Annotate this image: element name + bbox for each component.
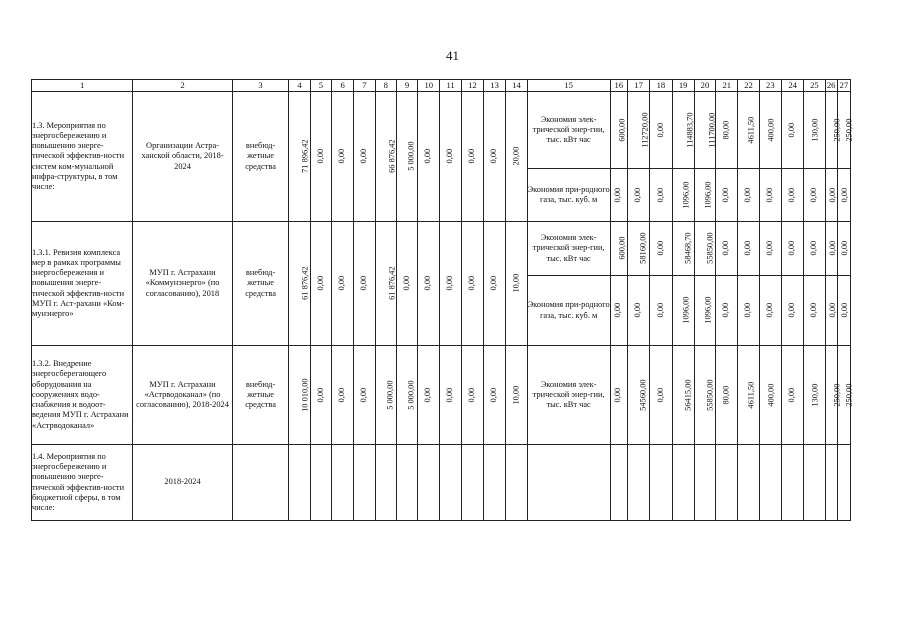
indicator-value: 0,00 — [765, 187, 775, 203]
header-cell: 18 — [650, 80, 672, 92]
indicator-value: 0,00 — [721, 241, 731, 256]
indicator-value: 0,00 — [809, 241, 819, 256]
indicator-value: 0,00 — [655, 241, 665, 256]
indicator-value: 400,00 — [766, 383, 776, 407]
empty-cell — [650, 445, 672, 521]
empty-cell — [396, 445, 417, 521]
table-row — [32, 222, 851, 276]
header-cell: 12 — [461, 80, 483, 92]
indicator-value-cell — [825, 222, 837, 276]
value-text: 0,00 — [423, 276, 433, 291]
indicator-value: 1096,00 — [703, 296, 713, 325]
value-text: 0,00 — [315, 387, 325, 403]
indicator-value-cell — [610, 92, 627, 169]
value-text: 0,00 — [445, 387, 455, 403]
value-cell — [396, 92, 417, 222]
indicator-label-cell: Экономия элек-трической энер-гии, тыс. кВт час — [527, 222, 610, 276]
value-text: 10 010,00 — [301, 378, 311, 412]
value-cell — [310, 346, 331, 445]
indicator-value: 0,00 — [827, 303, 837, 318]
value-cell — [484, 222, 506, 346]
header-cell: 2 — [133, 80, 232, 92]
indicator-value: 0,00 — [655, 303, 665, 318]
empty-cell — [610, 445, 627, 521]
value-text: 0,00 — [359, 149, 369, 164]
value-cell — [289, 346, 310, 445]
indicator-value: 0,00 — [655, 387, 665, 403]
value-cell — [310, 92, 331, 222]
indicator-value-cell — [738, 346, 759, 445]
measure-name-cell: 1.3.2. Внедрение энергосберегающего оборудования на сооружениях водо-снабжения и водоот-ведения МУП г. Астрахани «Астрводоканал» — [32, 346, 133, 445]
indicator-value-cell — [716, 276, 738, 346]
indicator-value: 0,00 — [787, 187, 797, 203]
indicator-value: 0,00 — [633, 303, 643, 318]
empty-cell — [804, 445, 825, 521]
source-cell: внебюд-жетные средства — [232, 222, 289, 346]
value-text: 0,00 — [423, 149, 433, 164]
indicator-value-cell — [781, 276, 803, 346]
value-cell — [440, 222, 461, 346]
indicator-value-cell — [694, 276, 715, 346]
indicator-value: 130,00 — [810, 383, 820, 407]
header-cell: 6 — [332, 80, 354, 92]
value-cell — [375, 346, 396, 445]
empty-cell — [781, 445, 803, 521]
indicator-value-cell — [627, 346, 649, 445]
value-text: 5 000,00 — [406, 380, 416, 410]
indicator-value: 250,00 — [831, 383, 841, 407]
indicator-value: 0,00 — [827, 187, 837, 203]
empty-cell — [354, 445, 375, 521]
indicator-value-cell — [672, 169, 694, 222]
indicator-value: 600,00 — [617, 236, 627, 261]
indicator-value-cell — [672, 346, 694, 445]
header-cell: 23 — [759, 80, 781, 92]
empty-cell — [332, 445, 354, 521]
indicator-value: 80,00 — [721, 385, 731, 405]
value-cell — [506, 92, 527, 222]
indicator-value: 58160,00 — [638, 232, 648, 265]
header-row — [32, 80, 851, 92]
header-cell: 24 — [781, 80, 803, 92]
header-cell: 3 — [232, 80, 289, 92]
indicator-value: 0,00 — [809, 303, 819, 318]
value-cell — [289, 222, 310, 346]
indicator-value-cell — [759, 222, 781, 276]
empty-cell — [418, 445, 440, 521]
value-text: 0,00 — [337, 149, 347, 164]
value-text: 0,00 — [423, 387, 433, 403]
empty-cell — [375, 445, 396, 521]
indicator-value-cell — [716, 92, 738, 169]
empty-cell — [310, 445, 331, 521]
indicator-label-cell: Экономия при-родного газа, тыс. куб. м — [527, 169, 610, 222]
value-cell — [289, 92, 310, 222]
indicator-value: 4611,50 — [746, 116, 756, 144]
indicator-label-cell: Экономия при-родного газа, тыс. куб. м — [527, 276, 610, 346]
value-cell — [354, 346, 375, 445]
measure-name-cell: 1.3. Мероприятия по энергосбережению и повышению энерге-тической эффектив-ности систем ком-мунальной инфра-структуры, в том числе: — [32, 92, 133, 222]
header-cell: 17 — [627, 80, 649, 92]
value-text: 61 876,42 — [387, 266, 397, 301]
header-cell: 13 — [484, 80, 506, 92]
indicator-value-cell — [738, 222, 759, 276]
header-cell: 22 — [738, 80, 759, 92]
indicator-value: 0,00 — [743, 241, 753, 256]
indicator-value-cell — [759, 276, 781, 346]
executor-cell: 2018-2024 — [133, 445, 232, 521]
indicator-value-cell — [610, 222, 627, 276]
indicator-value-cell — [694, 92, 715, 169]
measure-name-cell: 1.4. Мероприятия по энергосбережению и повышению энерге-тической эффектив-ности бюджетной сферы, в том числе: — [32, 445, 133, 521]
empty-cell — [289, 445, 310, 521]
indicator-value: 0,00 — [839, 303, 849, 318]
value-text: 0,00 — [445, 276, 455, 291]
empty-cell — [759, 445, 781, 521]
indicator-value-cell — [759, 92, 781, 169]
value-text: 0,00 — [467, 276, 477, 291]
source-cell: внебюд-жетные средства — [232, 346, 289, 445]
indicator-value-cell — [627, 222, 649, 276]
table-row — [32, 445, 851, 521]
indicator-value: 0,00 — [743, 187, 753, 203]
indicator-value-cell — [825, 169, 837, 222]
indicator-value-cell — [738, 169, 759, 222]
indicator-value: 1096,00 — [703, 181, 713, 209]
indicator-value: 0,00 — [655, 187, 665, 203]
header-cell: 9 — [396, 80, 417, 92]
indicator-value: 1096,00 — [681, 296, 690, 325]
data-table — [31, 79, 854, 521]
value-text: 0,00 — [489, 149, 499, 164]
indicator-value: 0,00 — [613, 303, 623, 318]
indicator-value-cell — [650, 276, 672, 346]
indicator-value-cell — [781, 222, 803, 276]
empty-cell — [527, 445, 610, 521]
indicator-label-cell: Экономия элек-трической энер-гии, тыс. кВт час — [527, 346, 610, 445]
value-text: 5 000,00 — [406, 141, 416, 172]
indicator-value: 111700,00 — [707, 112, 717, 148]
indicator-value: 80,00 — [721, 120, 731, 140]
header-cell: 16 — [610, 80, 627, 92]
header-cell: 25 — [804, 80, 825, 92]
value-cell — [440, 92, 461, 222]
source-cell: внебюд-жетные средства — [232, 92, 289, 222]
indicator-value-cell — [694, 222, 715, 276]
empty-cell — [738, 445, 759, 521]
value-cell — [396, 222, 417, 346]
indicator-value: 400,00 — [766, 118, 776, 142]
value-text: 0,00 — [359, 276, 369, 291]
value-text: 5 000,00 — [385, 380, 395, 410]
indicator-value-cell — [837, 276, 850, 346]
indicator-value-cell — [804, 169, 825, 222]
header-cell: 19 — [672, 80, 694, 92]
indicator-value-cell — [825, 92, 841, 169]
indicator-value-cell — [716, 222, 738, 276]
indicator-value: 114883,70 — [685, 112, 695, 148]
indicator-value: 4611,50 — [746, 381, 756, 409]
indicator-value: 0,00 — [655, 122, 665, 138]
indicator-value-cell — [650, 92, 672, 169]
indicator-value-cell — [804, 92, 825, 169]
value-cell — [418, 222, 440, 346]
indicator-value-cell — [738, 92, 759, 169]
empty-cell — [694, 445, 715, 521]
empty-cell — [825, 445, 837, 521]
indicator-value-cell — [804, 276, 825, 346]
empty-cell — [716, 445, 738, 521]
header-cell: 27 — [837, 80, 850, 92]
indicator-value-cell — [694, 346, 715, 445]
value-cell — [375, 222, 396, 346]
value-text: 0,00 — [445, 149, 455, 164]
indicator-value-cell — [804, 346, 825, 445]
header-cell: 26 — [826, 80, 836, 91]
indicator-value-cell — [672, 222, 694, 276]
value-cell — [440, 346, 461, 445]
header-cell: 5 — [310, 80, 331, 92]
empty-cell — [837, 445, 850, 521]
indicator-value: 56415,00 — [683, 379, 693, 411]
value-cell — [354, 222, 375, 346]
indicator-value: 0,00 — [765, 303, 775, 318]
value-cell — [461, 346, 483, 445]
value-text: 0,00 — [467, 149, 477, 164]
value-text: 71 896,42 — [301, 139, 311, 174]
value-text: 66 876,42 — [387, 139, 397, 174]
header-cell: 1 — [32, 80, 133, 92]
page-number: 41 — [446, 48, 459, 63]
indicator-value: 600,00 — [617, 118, 627, 142]
indicator-value-cell — [672, 276, 694, 346]
indicator-value: 0,00 — [613, 187, 623, 203]
indicator-value: 0,00 — [743, 303, 753, 318]
indicator-value: 250,00 — [844, 383, 854, 407]
empty-cell — [440, 445, 461, 521]
indicator-value: 0,00 — [721, 187, 731, 203]
indicator-value-cell — [716, 346, 738, 445]
value-text: 0,00 — [337, 387, 347, 403]
value-cell — [506, 222, 527, 346]
empty-cell — [506, 445, 527, 521]
indicator-value-cell — [781, 346, 803, 445]
indicator-value: 250,00 — [844, 118, 854, 142]
indicator-value-cell — [694, 169, 715, 222]
header-cell: 7 — [354, 80, 375, 92]
value-cell — [506, 346, 527, 445]
indicator-value: 0,00 — [839, 187, 849, 203]
indicator-label-cell: Экономия элек-трической энер-гии, тыс. кВт час — [527, 92, 610, 169]
value-text: 0,00 — [489, 276, 499, 291]
indicator-value-cell — [610, 169, 627, 222]
value-cell — [332, 346, 354, 445]
executor-cell: МУП г. Астрахани «Коммунэнерго» (по согласованию), 2018 — [133, 222, 232, 346]
empty-cell — [672, 445, 694, 521]
header-cell: 8 — [375, 80, 396, 92]
header-cell: 14 — [506, 80, 527, 92]
indicator-value: 0,00 — [809, 187, 819, 203]
value-text: 0,00 — [337, 276, 347, 291]
indicator-value-cell — [716, 169, 738, 222]
value-cell — [461, 222, 483, 346]
indicator-value-cell — [825, 346, 841, 445]
value-cell — [484, 92, 506, 222]
measure-name-cell: 1.3.1. Ревизия комплекса мер в рамках программы энергосбережения и повышения энерге-тической эффектив-ности МУП г. Аст-рахани «Ком-мунэнерго» — [32, 222, 133, 346]
indicator-value: 0,00 — [787, 122, 797, 138]
indicator-value-cell — [627, 92, 649, 169]
indicator-value: 55850,00 — [705, 232, 715, 265]
value-cell — [354, 92, 375, 222]
indicator-value: 58468,70 — [683, 232, 693, 265]
indicator-value: 0,00 — [633, 187, 643, 203]
header-cell: 21 — [716, 80, 738, 92]
indicator-value-cell — [627, 169, 649, 222]
value-text: 0,00 — [489, 387, 499, 403]
empty-cell — [627, 445, 649, 521]
indicator-value: 0,00 — [613, 387, 623, 403]
value-text: 20,00 — [511, 147, 521, 166]
table-row — [32, 346, 851, 445]
indicator-value: 0,00 — [787, 387, 797, 403]
indicator-value-cell — [627, 276, 649, 346]
value-cell — [332, 222, 354, 346]
indicator-value: 0,00 — [787, 303, 797, 318]
indicator-value-cell — [781, 92, 803, 169]
empty-cell — [461, 445, 483, 521]
value-text: 0,00 — [467, 387, 477, 403]
empty-cell — [484, 445, 506, 521]
indicator-value-cell — [672, 92, 694, 169]
indicator-value-cell — [738, 276, 759, 346]
indicator-value-cell — [650, 222, 672, 276]
indicator-value-cell — [781, 169, 803, 222]
indicator-value-cell — [759, 346, 781, 445]
indicator-value: 130,00 — [810, 118, 820, 142]
value-cell — [418, 92, 440, 222]
header-cell: 4 — [289, 80, 310, 92]
indicator-value: 250,00 — [831, 118, 841, 142]
indicator-value: 1096,00 — [681, 181, 690, 209]
indicator-value-cell — [650, 169, 672, 222]
value-text: 10,00 — [511, 274, 521, 293]
value-cell — [375, 92, 396, 222]
executor-cell: МУП г. Астрахани «Астрводоканал» (по согласованию), 2018-2024 — [133, 346, 232, 445]
value-cell — [461, 92, 483, 222]
value-cell — [484, 346, 506, 445]
value-text: 0,00 — [315, 149, 325, 164]
indicator-value-cell — [825, 276, 837, 346]
value-cell — [396, 346, 417, 445]
value-cell — [310, 222, 331, 346]
indicator-value: 112720,00 — [640, 112, 650, 148]
value-text: 61 876,42 — [301, 266, 311, 301]
indicator-value: 0,00 — [839, 241, 849, 256]
header-cell: 10 — [418, 80, 440, 92]
indicator-value: 0,00 — [787, 241, 797, 256]
value-text: 0,00 — [401, 276, 411, 291]
header-cell: 20 — [694, 80, 715, 92]
indicator-value-cell — [759, 169, 781, 222]
indicator-value-cell — [837, 222, 850, 276]
indicator-value: 0,00 — [721, 303, 731, 318]
indicator-value: 55850,00 — [705, 379, 715, 411]
value-text: 0,00 — [359, 387, 369, 403]
header-cell: 11 — [440, 80, 461, 92]
indicator-value: 54560,00 — [638, 379, 648, 411]
indicator-value-cell — [610, 346, 627, 445]
indicator-value: 0,00 — [765, 241, 775, 256]
executor-cell: Организации Астра-ханской области, 2018-2024 — [133, 92, 232, 222]
table-row — [32, 92, 851, 169]
empty-cell — [232, 445, 289, 521]
indicator-value-cell — [804, 222, 825, 276]
value-text: 0,00 — [315, 276, 325, 291]
indicator-value: 0,00 — [827, 241, 837, 256]
indicator-value-cell — [650, 346, 672, 445]
indicator-value-cell — [610, 276, 627, 346]
indicator-value-cell — [837, 169, 850, 222]
value-cell — [418, 346, 440, 445]
value-text: 10,00 — [511, 385, 521, 405]
header-cell: 15 — [527, 80, 610, 92]
value-cell — [332, 92, 354, 222]
